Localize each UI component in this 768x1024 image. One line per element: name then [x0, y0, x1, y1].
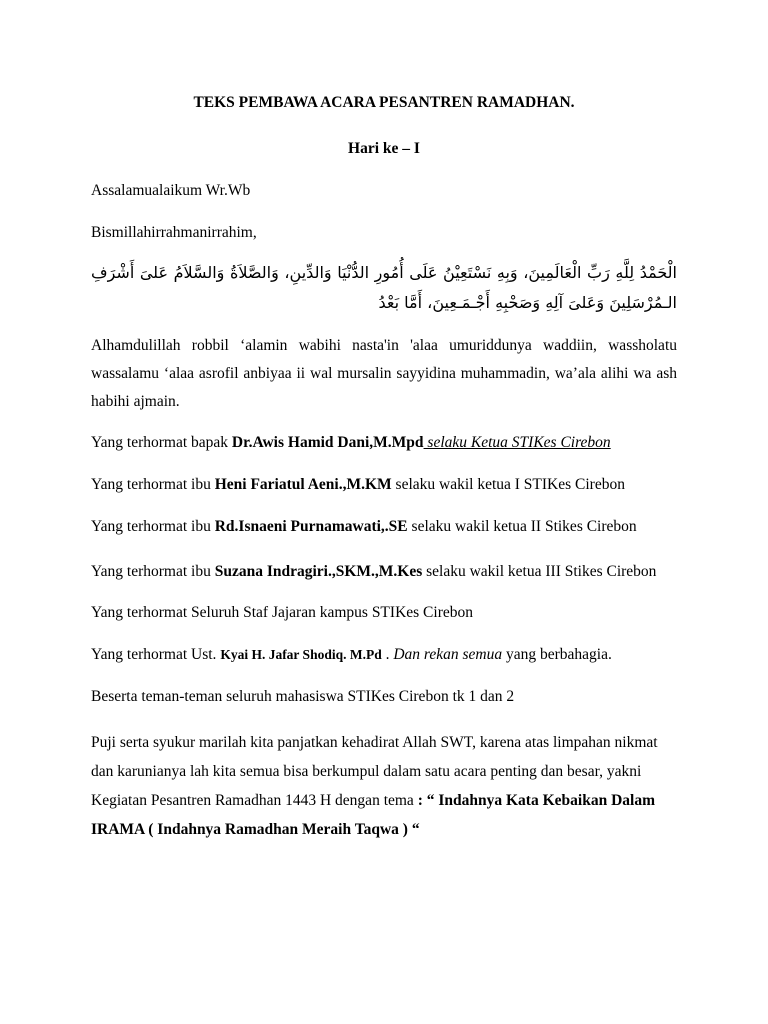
respect-4-role: selaku wakil ketua III Stikes Cirebon — [422, 563, 657, 580]
respect-3-prefix: Yang terhormat ibu — [91, 518, 215, 535]
respect-1-role: selaku Ketua STIKes Cirebon — [423, 434, 611, 451]
document-body — [91, 92, 677, 858]
respect-line-3 — [91, 516, 677, 538]
respect-4-prefix: Yang terhormat ibu — [91, 563, 215, 580]
respect-line-4 — [91, 558, 677, 586]
arabic-opening-paragraph: الْحَمْدُ لِلَّهِ رَبِّ الْعَالَمِينَ، وَبِهِ نَسْتَعِيْنُ عَلَى أُمُورِ الدُّنْيَا وَالدِّينِ، وَالصَّلاَةُ وَالسَّلاَمُ عَلىَ أَشْرَفِ الـمُرْسَلِينَ وَعَلىَ آلِهِ وَصَحْبِهِ أَجْـمَـعِينَ، أَمَّا بَعْدُ — [91, 263, 677, 312]
closing-theme: : “ Indahnya Kata Kebaikan Dalam IRAMA ( Indahnya Ramadhan Meraih Taqwa ) “ — [91, 792, 655, 838]
respect-line-5: Yang terhormat Seluruh Staf Jajaran kampus STIKes Cirebon — [91, 604, 473, 621]
respect-line-6 — [91, 644, 677, 666]
respect-1-name: Dr.Awis Hamid Dani,M.Mpd — [231, 434, 424, 451]
closing-text: Puji serta syukur marilah kita panjatkan kehadirat Allah SWT, karena atas limpahan nikmat dan karunianya lah kita semua bisa berkumpul dalam satu acara penting dan besar, yakni Kegiatan Pesantren Ramadhan 1443 H dengan tema — [91, 734, 658, 809]
respect-4-name: Suzana Indragiri.,SKM.,M.Kes — [214, 563, 423, 580]
greeting-paragraph: Assalamualaikum Wr.Wb — [91, 182, 251, 199]
respect-6-sep: . — [381, 646, 394, 663]
respect-6-suffix: yang berbahagia. — [502, 646, 612, 663]
respect-1-prefix: Yang terhormat bapak — [91, 434, 232, 451]
respect-3-role: selaku wakil ketua II Stikes Cirebon — [407, 518, 637, 535]
respect-2-name: Heni Fariatul Aeni.,M.KM — [214, 476, 392, 493]
document-subtitle: Hari ke – I — [348, 140, 420, 157]
respect-line-2 — [91, 474, 677, 496]
bismillah-paragraph: Bismillahirrahmanirrahim, — [91, 224, 257, 241]
respect-6-italic: Dan rekan semua — [393, 646, 503, 663]
respect-6-name: Kyai H. Jafar Shodiq. M.Pd — [220, 647, 382, 662]
respect-2-prefix: Yang terhormat ibu — [91, 476, 215, 493]
respect-6-prefix: Yang terhormat Ust. — [91, 646, 221, 663]
respect-line-7: Beserta teman-teman seluruh mahasiswa STIKes Cirebon tk 1 dan 2 — [91, 688, 515, 705]
respect-2-role: selaku wakil ketua I STIKes Cirebon — [391, 476, 625, 493]
closing-paragraph — [91, 728, 677, 844]
alhamdulillah-paragraph: Alhamdulillah robbil ‘alamin wabihi nasta'in 'alaa umuriddunya waddiin, wassholatu wassalamu ‘alaa asrofil anbiyaa ii wal mursalin sayyidina muhammadin, wa’ala alihi wa ash habihi ajmain. — [91, 337, 677, 410]
respect-3-name: Rd.Isnaeni Purnamawati,.SE — [214, 518, 408, 535]
respect-line-1 — [91, 432, 677, 454]
document-title: TEKS PEMBAWA ACARA PESANTREN RAMADHAN. — [193, 94, 575, 111]
